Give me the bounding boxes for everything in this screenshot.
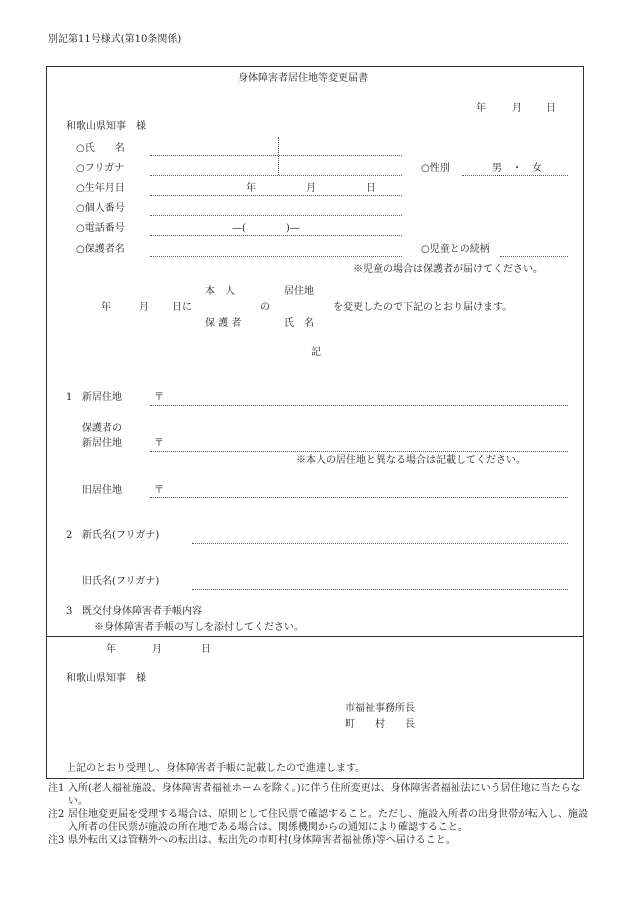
note-1 (48, 782, 588, 808)
new-address-postal: 〒 (154, 392, 164, 403)
relationship-label: ○児童との続柄 (421, 244, 490, 255)
phone-format: —( )— (232, 223, 300, 234)
guardian-new-address-label: 新居住地 (82, 438, 122, 449)
note-2 (48, 808, 588, 834)
birth-date-field[interactable] (150, 195, 402, 196)
statement-month: 月 (139, 302, 149, 313)
item-1-number: 1 (66, 392, 73, 403)
new-name-label: 新氏名(フリガナ) (82, 530, 160, 541)
note-1-label: 注1 (48, 783, 65, 794)
date-day-label: 日 (546, 103, 556, 114)
name-divider (278, 137, 279, 175)
statement-guardian: 保 護 者 (205, 318, 242, 329)
new-name-field[interactable] (192, 543, 568, 544)
statement-tail: を変更したので下記のとおり届けます。 (333, 302, 513, 313)
personal-number-field[interactable] (150, 215, 402, 216)
office-director: 市福祉事務所長 (345, 703, 415, 714)
date-month-label: 月 (512, 103, 522, 114)
new-address-field[interactable] (150, 405, 568, 406)
furigana-label: ○フリガナ (76, 163, 125, 174)
office-month: 月 (152, 644, 162, 655)
section-divider (46, 636, 584, 637)
new-address-label: 新居住地 (82, 392, 122, 403)
birth-year-label: 年 (246, 183, 256, 194)
office-forward-text: 上記のとおり受理し、身体障害者手帳に記載したので進達します。 (66, 763, 366, 774)
furigana-field[interactable] (150, 175, 402, 176)
old-address-postal: 〒 (154, 485, 164, 496)
office-mayor: 町 村 長 (345, 719, 415, 730)
statement-day: 日に (172, 302, 192, 313)
note-3 (48, 834, 588, 847)
statement-self: 本 人 (205, 286, 235, 297)
notes-section (48, 782, 588, 847)
form-title: 身体障害者居住地等変更届書 (238, 73, 368, 84)
gender-options[interactable]: 男 ・ 女 (492, 163, 542, 174)
old-address-field[interactable] (150, 497, 568, 498)
personal-number-label: ○個人番号 (76, 203, 125, 214)
handbook-label: 既交付身体障害者手帳内容 (82, 606, 202, 617)
guardian-label: ○保護者名 (76, 244, 125, 255)
name-field[interactable] (150, 155, 402, 156)
office-addressee: 和歌山県知事 様 (66, 673, 146, 684)
name-label: ○氏 名 (76, 143, 125, 154)
note-2-label: 注2 (48, 809, 65, 820)
date-year-label: 年 (476, 103, 486, 114)
old-name-field[interactable] (192, 589, 568, 590)
guardian-new-address-field[interactable] (150, 451, 568, 452)
office-year: 年 (106, 644, 116, 655)
note-1-text: 入所(老人福祉施設、身体障害者福祉ホームを除く。)に伴う住所変更は、身体障害者福祉法にいう居住地に当たらない。 (68, 783, 581, 807)
note-2-text: 居住地変更届を受理する場合は、原則として住民票で確認すること。ただし、施設入所者の出身世帯が転入し、施設入所者の住民票が施設の所在地である場合は、関係機関からの通知により確認すること。 (68, 809, 588, 833)
phone-label: ○電話番号 (76, 223, 125, 234)
birth-month-label: 月 (306, 183, 316, 194)
statement-name: 氏 名 (284, 318, 314, 329)
old-address-label: 旧居住地 (82, 485, 122, 496)
relationship-field[interactable] (500, 256, 568, 257)
statement-year: 年 (101, 302, 111, 313)
handbook-note: ※身体障害者手帳の写しを添付してください。 (94, 622, 304, 633)
office-day: 日 (201, 644, 211, 655)
item-2-number: 2 (66, 530, 73, 541)
child-note: ※児童の場合は保護者が届けてください。 (353, 264, 543, 275)
statement-address: 居住地 (284, 286, 314, 297)
birth-date-label: ○生年月日 (76, 183, 125, 194)
ki-heading: 記 (311, 347, 321, 358)
guardian-field[interactable] (150, 256, 402, 257)
gender-label: ○性別 (421, 163, 450, 174)
gender-line (462, 175, 568, 176)
guardian-address-postal: 〒 (154, 438, 164, 449)
form-reference: 別記第11号様式(第10条関係) (48, 34, 182, 45)
item-3-number: 3 (66, 606, 73, 617)
birth-day-label: 日 (366, 183, 376, 194)
guardian-of-label: 保護者の (82, 423, 122, 434)
addressee: 和歌山県知事 様 (66, 121, 146, 132)
note-3-label: 注3 (48, 835, 65, 846)
note-3-text: 県外転出又は管轄外への転出は、転出先の市町村(身体障害者福祉係)等へ届けること。 (68, 835, 456, 846)
guardian-address-note: ※本人の居住地と異なる場合は記載してください。 (296, 455, 526, 466)
old-name-label: 旧氏名(フリガナ) (82, 576, 160, 587)
phone-field[interactable] (150, 235, 402, 236)
statement-no: の (260, 302, 270, 313)
